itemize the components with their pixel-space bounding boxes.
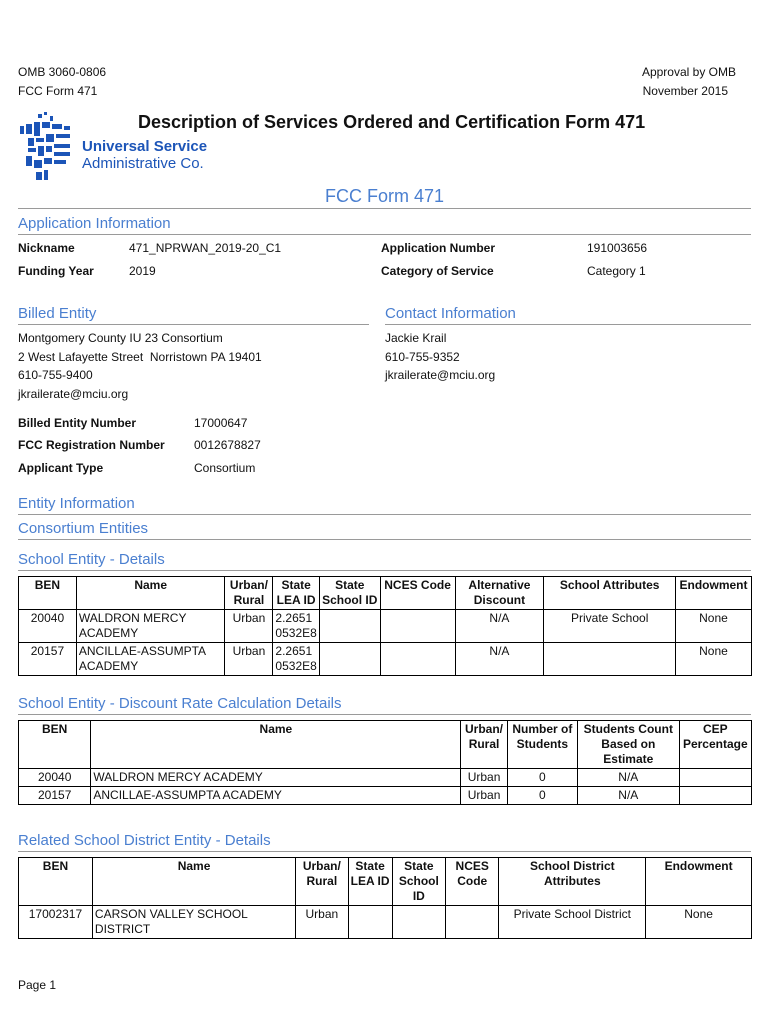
table-cell: ANCILLAE-ASSUMPTA ACADEMY bbox=[91, 787, 461, 805]
table-cell bbox=[679, 787, 751, 805]
applicant-type-value: Consortium bbox=[194, 461, 256, 475]
table-cell: WALDRON MERCY ACADEMY bbox=[91, 769, 461, 787]
nickname-label: Nickname bbox=[18, 241, 75, 255]
table-cell bbox=[319, 610, 380, 643]
table-cell: N/A bbox=[578, 769, 680, 787]
application-heading: Application Information bbox=[18, 215, 171, 232]
table-cell: 0 bbox=[507, 769, 577, 787]
column-header: Name bbox=[91, 721, 461, 769]
ben-label: Billed Entity Number bbox=[18, 416, 137, 430]
category-label: Category of Service bbox=[381, 264, 494, 278]
school-details-heading: School Entity - Details bbox=[18, 551, 165, 568]
billed-address: 2 West Lafayette Street Norristown PA 19401 bbox=[18, 350, 262, 364]
contact-email: jkrailerate@mciu.org bbox=[385, 368, 496, 382]
column-header: Endowment bbox=[675, 577, 751, 610]
table-cell: 20040 bbox=[19, 610, 77, 643]
column-header: Urban/ Rural bbox=[225, 577, 273, 610]
logo-line2: Administrative Co. bbox=[82, 155, 204, 172]
table-cell: None bbox=[675, 610, 751, 643]
billed-name: Montgomery County IU 23 Consortium bbox=[18, 331, 223, 345]
app-number-label: Application Number bbox=[381, 241, 496, 255]
logo-line1: Universal Service bbox=[82, 138, 208, 155]
table-cell: N/A bbox=[578, 787, 680, 805]
table-cell bbox=[380, 610, 455, 643]
table-cell: None bbox=[646, 906, 752, 939]
contact-name: Jackie Krail bbox=[385, 331, 447, 345]
omb-approval: Approval by OMB bbox=[641, 65, 736, 79]
billed-section-header bbox=[18, 305, 369, 325]
table-cell: Private School District bbox=[499, 906, 646, 939]
form-heading: FCC Form 471 bbox=[324, 186, 445, 206]
school-details-section-header bbox=[18, 551, 751, 571]
column-header: Alternative Discount bbox=[455, 577, 544, 610]
table-cell: Urban bbox=[296, 906, 348, 939]
table-row bbox=[19, 769, 752, 787]
table-cell: 20040 bbox=[19, 769, 91, 787]
omb-date: November 2015 bbox=[642, 84, 728, 98]
column-header: BEN bbox=[19, 858, 93, 906]
applicant-type-label: Applicant Type bbox=[18, 461, 104, 475]
funding-year-value: 2019 bbox=[129, 264, 156, 278]
billed-email: jkrailerate@mciu.org bbox=[18, 387, 129, 401]
billed-heading: Billed Entity bbox=[18, 305, 97, 322]
ben-value: 17000647 bbox=[194, 416, 248, 430]
column-header: State LEA ID bbox=[273, 577, 319, 610]
application-section-header bbox=[18, 215, 751, 235]
fcc-reg-label: FCC Registration Number bbox=[18, 438, 165, 452]
table-cell bbox=[679, 769, 751, 787]
category-value: Category 1 bbox=[587, 264, 646, 278]
contact-section-header bbox=[385, 305, 751, 325]
contact-heading: Contact Information bbox=[385, 305, 516, 322]
table-row bbox=[19, 787, 752, 805]
entity-section-header bbox=[18, 495, 751, 515]
table-row bbox=[19, 610, 752, 643]
table-cell: N/A bbox=[455, 610, 544, 643]
column-header: BEN bbox=[19, 721, 91, 769]
column-header: Endowment bbox=[646, 858, 752, 906]
discount-table bbox=[18, 720, 752, 805]
column-header: School District Attributes bbox=[499, 858, 646, 906]
column-header: School Attributes bbox=[544, 577, 676, 610]
table-row bbox=[19, 906, 752, 939]
table-cell bbox=[319, 643, 380, 676]
entity-heading: Entity Information bbox=[18, 495, 135, 512]
table-cell: 2.2651 0532E8 bbox=[273, 643, 319, 676]
column-header: BEN bbox=[19, 577, 77, 610]
table-cell: WALDRON MERCY ACADEMY bbox=[76, 610, 225, 643]
table-cell: Urban bbox=[461, 787, 507, 805]
table-cell: 20157 bbox=[19, 643, 77, 676]
contact-phone: 610-755-9352 bbox=[385, 350, 460, 364]
district-table bbox=[18, 857, 752, 939]
column-header: Students Count Based on Estimate bbox=[578, 721, 680, 769]
discount-heading: School Entity - Discount Rate Calculation Details bbox=[18, 695, 342, 712]
page-number: Page 1 bbox=[18, 978, 57, 992]
column-header: Urban/ Rural bbox=[296, 858, 348, 906]
table-cell bbox=[348, 906, 392, 939]
column-header: Name bbox=[92, 858, 295, 906]
table-cell bbox=[392, 906, 445, 939]
table-cell: N/A bbox=[455, 643, 544, 676]
column-header: NCES Code bbox=[380, 577, 455, 610]
table-header-row bbox=[19, 858, 752, 906]
table-cell: Private School bbox=[544, 610, 676, 643]
table-header-row bbox=[19, 577, 752, 610]
column-header: State School ID bbox=[319, 577, 380, 610]
column-header: Name bbox=[76, 577, 225, 610]
table-cell: 0 bbox=[507, 787, 577, 805]
consortium-section-header bbox=[18, 520, 751, 540]
table-cell bbox=[380, 643, 455, 676]
column-header: State LEA ID bbox=[348, 858, 392, 906]
table-cell: Urban bbox=[225, 610, 273, 643]
usac-logo-icon bbox=[14, 112, 74, 184]
omb-number: OMB 3060-0806 bbox=[18, 65, 107, 79]
form-heading-bar bbox=[18, 186, 751, 209]
table-cell: 17002317 bbox=[19, 906, 93, 939]
table-cell bbox=[446, 906, 499, 939]
district-section-header bbox=[18, 832, 751, 852]
consortium-heading: Consortium Entities bbox=[18, 520, 149, 537]
billed-phone: 610-755-9400 bbox=[18, 368, 93, 382]
district-heading: Related School District Entity - Details bbox=[18, 832, 271, 849]
table-cell: None bbox=[675, 643, 751, 676]
app-number-value: 191003656 bbox=[587, 241, 648, 255]
fcc-reg-value: 0012678827 bbox=[194, 438, 261, 452]
form-name: FCC Form 471 bbox=[18, 84, 98, 98]
table-cell: CARSON VALLEY SCHOOL DISTRICT bbox=[92, 906, 295, 939]
nickname-value: 471_NPRWAN_2019-20_C1 bbox=[129, 241, 282, 255]
table-cell: 2.2651 0532E8 bbox=[273, 610, 319, 643]
column-header: NCES Code bbox=[446, 858, 499, 906]
column-header: Urban/ Rural bbox=[461, 721, 507, 769]
school-details-table bbox=[18, 576, 752, 676]
table-cell: 20157 bbox=[19, 787, 91, 805]
table-cell: Urban bbox=[225, 643, 273, 676]
column-header: Number of Students bbox=[507, 721, 577, 769]
discount-section-header bbox=[18, 695, 751, 715]
table-cell: ANCILLAE-ASSUMPTA ACADEMY bbox=[76, 643, 225, 676]
table-cell bbox=[544, 643, 676, 676]
table-cell: Urban bbox=[461, 769, 507, 787]
funding-year-label: Funding Year bbox=[18, 264, 94, 278]
page-title: Description of Services Ordered and Certification Form 471 bbox=[138, 112, 646, 132]
table-header-row bbox=[19, 721, 752, 769]
table-row bbox=[19, 643, 752, 676]
column-header: State School ID bbox=[392, 858, 445, 906]
column-header: CEP Percentage bbox=[679, 721, 751, 769]
